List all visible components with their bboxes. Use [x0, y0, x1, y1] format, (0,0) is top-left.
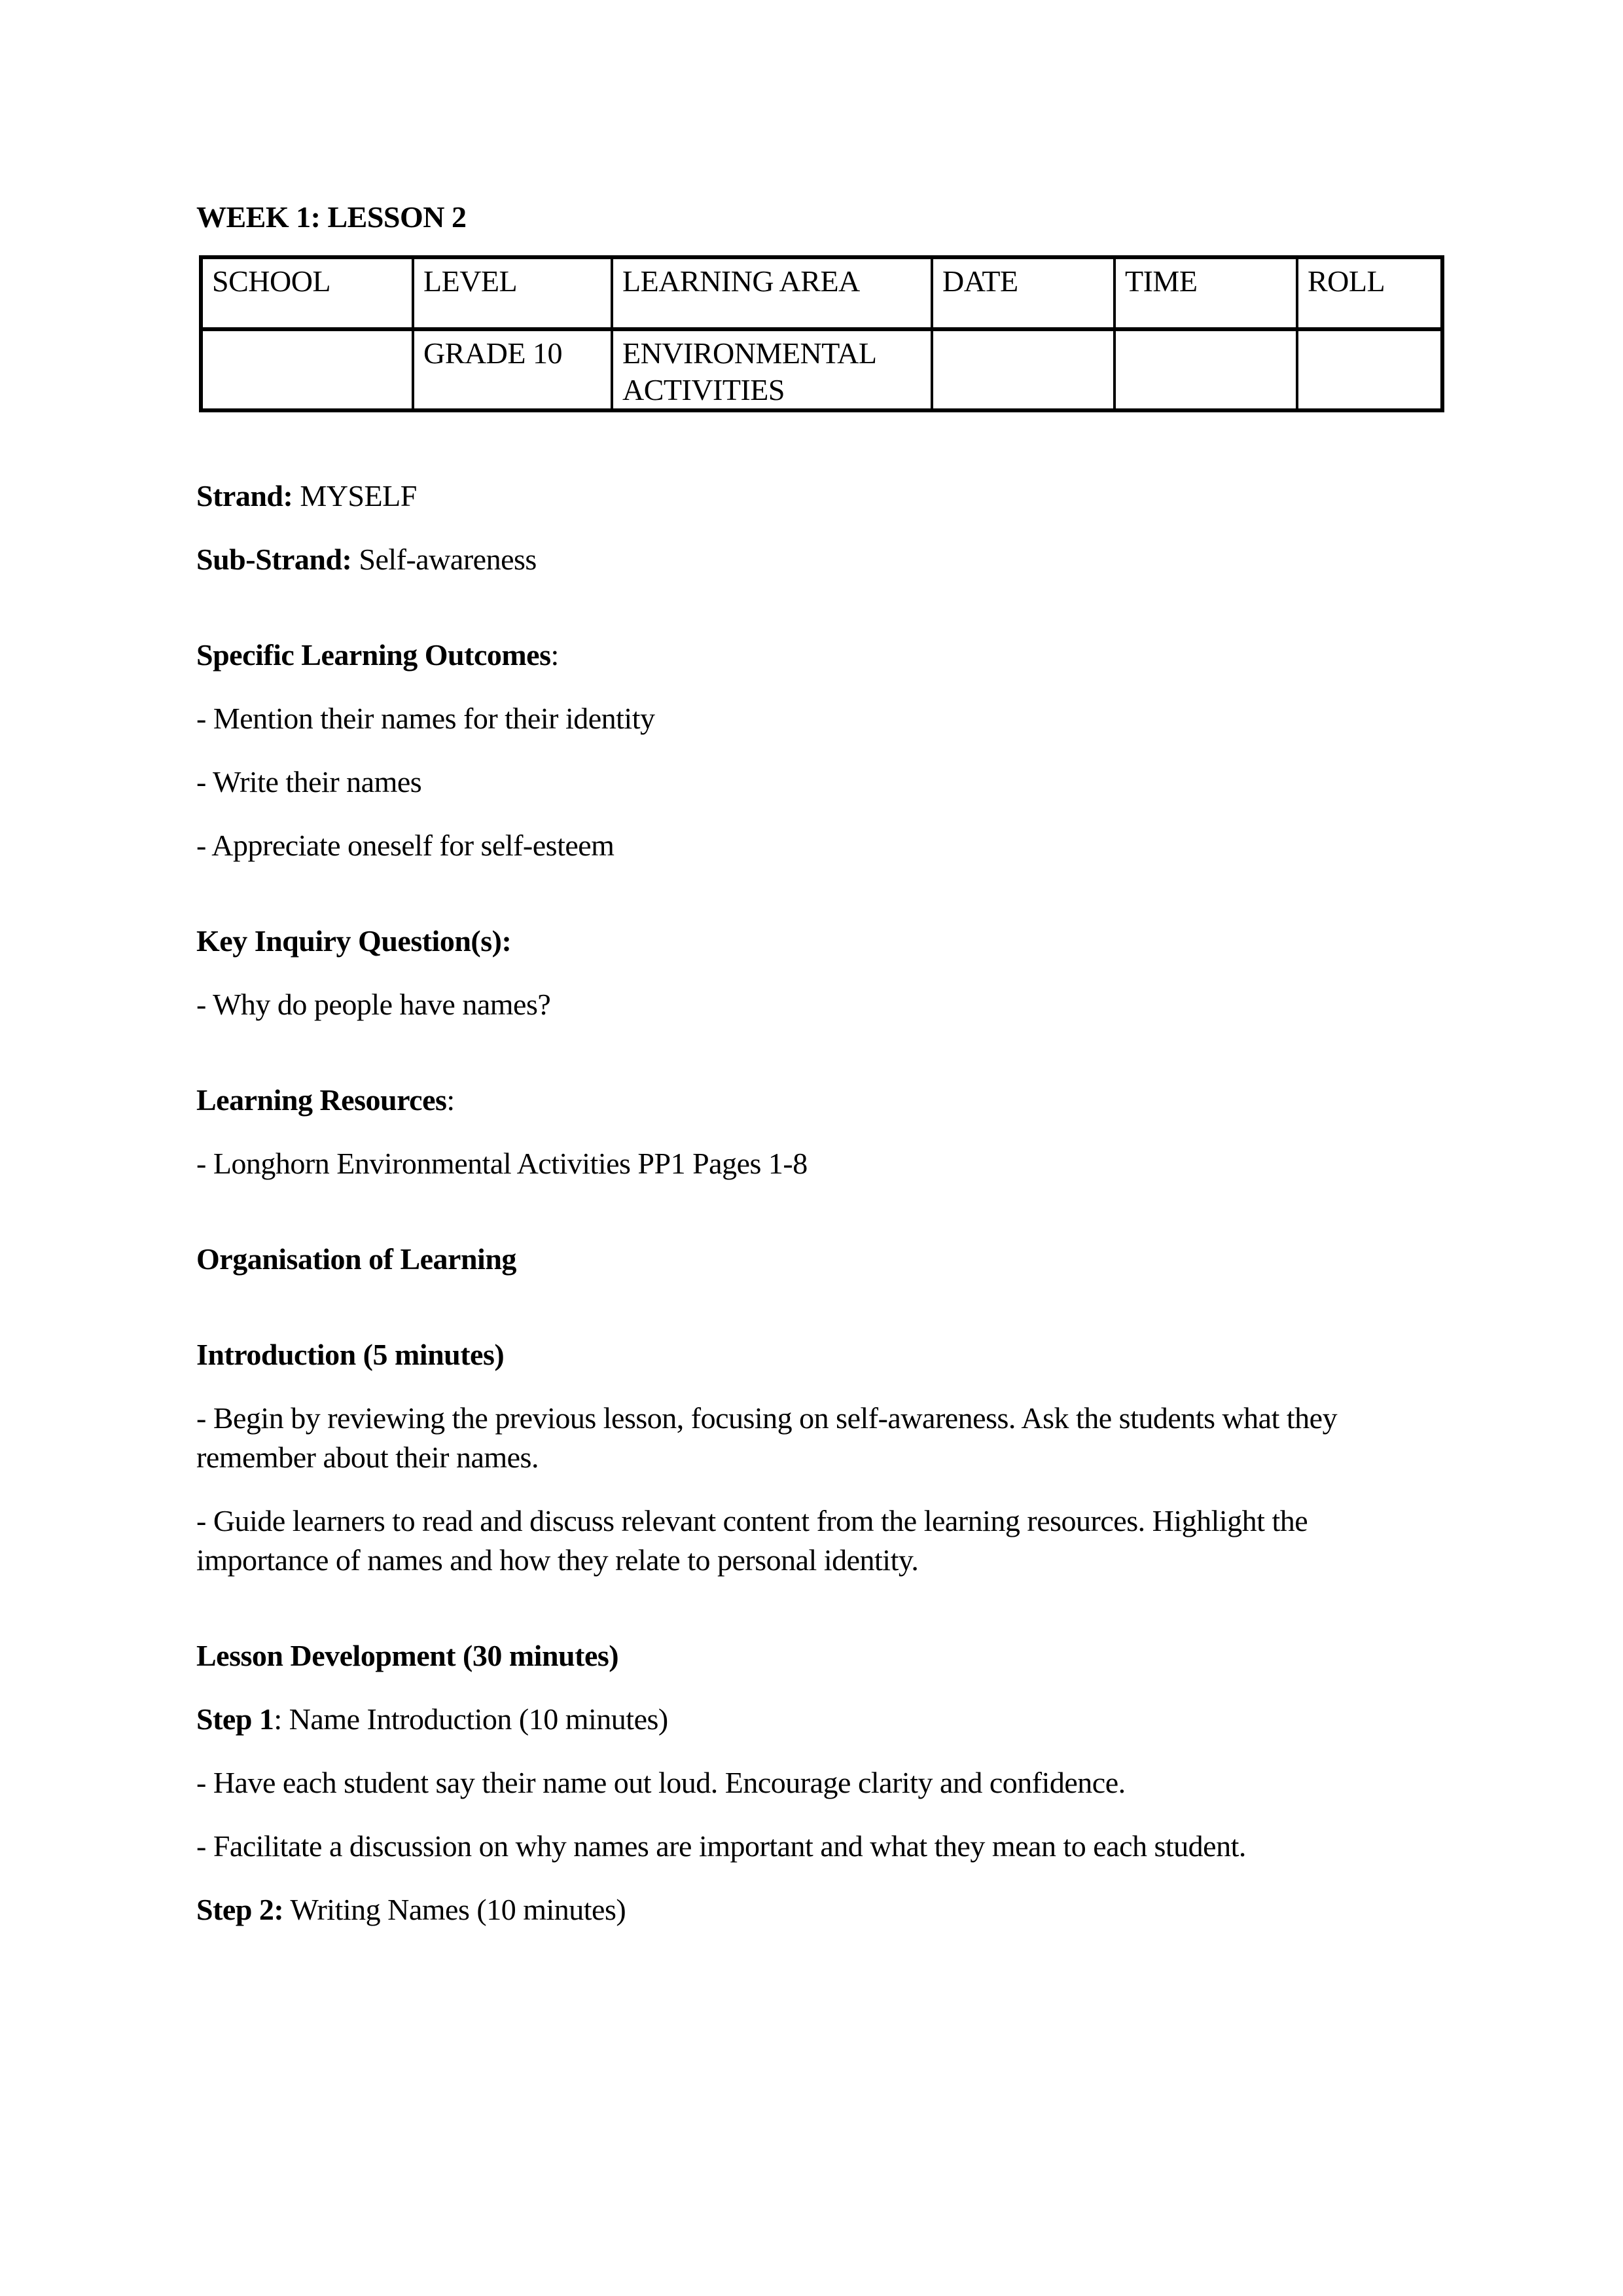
step2-label: Step 2: — [196, 1893, 284, 1926]
step1-label: Step 1 — [196, 1702, 274, 1736]
table-header-time: TIME — [1115, 257, 1297, 329]
introduction-paragraph: - Guide learners to read and discuss relevant content from the learning resources. Highlight the importance of names and how they relate to personal identity. — [196, 1504, 1308, 1577]
outcomes-heading-colon: : — [550, 638, 559, 672]
table-cell-time — [1115, 329, 1297, 410]
table-header-school: SCHOOL — [201, 257, 413, 329]
outcome-item: - Appreciate oneself for self-esteem — [196, 829, 615, 862]
outcome-item: - Mention their names for their identity — [196, 702, 655, 735]
table-cell-date — [932, 329, 1115, 410]
introduction-paragraph: - Begin by reviewing the previous lesson, focusing on self-awareness. Ask the students what they remember about their names. — [196, 1401, 1338, 1474]
step1-line — [196, 1700, 1428, 1739]
page-title: WEEK 1: LESSON 2 — [196, 200, 467, 234]
key-inquiry-item: - Why do people have names? — [196, 988, 551, 1021]
resources-heading-colon: : — [446, 1083, 455, 1117]
table-cell-level: GRADE 10 — [413, 329, 612, 410]
outcome-item: - Write their names — [196, 765, 422, 798]
strand-line — [196, 476, 1428, 516]
table-cell-roll — [1297, 329, 1442, 410]
table-cell-learning-area: ENVIRONMENTAL ACTIVITIES — [612, 329, 932, 410]
step1-text: : Name Introduction (10 minutes) — [274, 1702, 668, 1736]
step1-point: - Facilitate a discussion on why names are important and what they mean to each student. — [196, 1829, 1246, 1863]
step1-point: - Have each student say their name out loud. Encourage clarity and confidence. — [196, 1766, 1126, 1799]
table-header-roll: ROLL — [1297, 257, 1442, 329]
table-header-date: DATE — [932, 257, 1115, 329]
sub-strand-line — [196, 540, 1428, 579]
table-cell-school — [201, 329, 413, 410]
strand-label: Strand: — [196, 479, 293, 512]
table-header-level: LEVEL — [413, 257, 612, 329]
resources-heading-text: Learning Resources — [196, 1083, 447, 1117]
strand-value: MYSELF — [293, 479, 417, 512]
introduction-heading: Introduction (5 minutes) — [196, 1338, 505, 1371]
resources-heading — [196, 1081, 1428, 1120]
organisation-heading: Organisation of Learning — [196, 1242, 516, 1276]
resource-item: - Longhorn Environmental Activities PP1 Pages 1-8 — [196, 1147, 808, 1180]
step2-text: Writing Names (10 minutes) — [283, 1893, 626, 1926]
key-inquiry-heading: Key Inquiry Question(s): — [196, 924, 512, 958]
outcomes-heading — [196, 636, 1428, 675]
table-data-row — [201, 329, 1442, 410]
sub-strand-value: Self-awareness — [351, 543, 537, 576]
outcomes-heading-text: Specific Learning Outcomes — [196, 638, 551, 672]
table-header-learning-area: LEARNING AREA — [612, 257, 932, 329]
step2-line — [196, 1890, 1428, 1929]
lesson-development-heading: Lesson Development (30 minutes) — [196, 1639, 619, 1672]
sub-strand-label: Sub-Strand: — [196, 543, 352, 576]
lesson-info-table — [199, 255, 1444, 412]
table-header-row — [201, 257, 1442, 329]
